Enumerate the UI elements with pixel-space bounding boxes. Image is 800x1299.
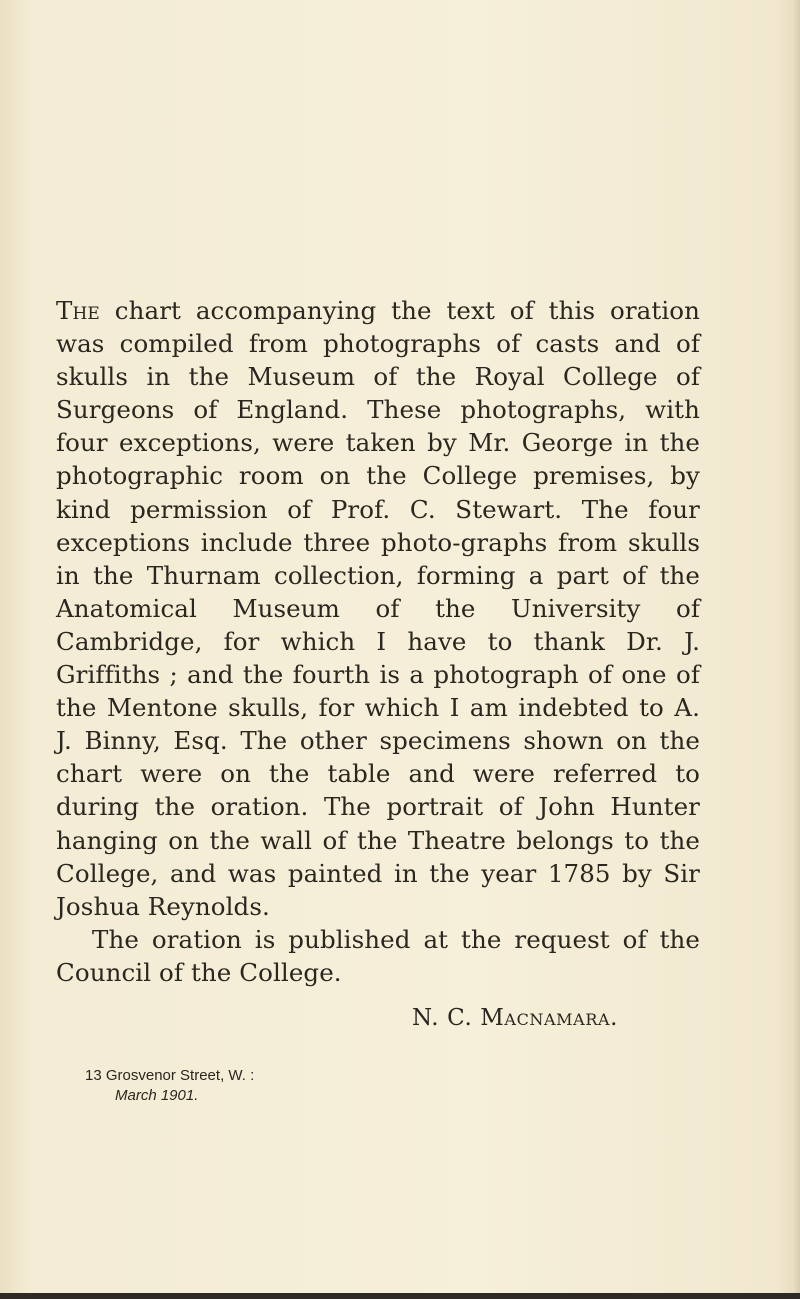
paragraph-1-text: chart accompanying the text of this oration was compiled from photographs of casts and of skulls in the Museum of the Royal College of Surgeons of England. These photographs, with four exceptions, were taken by Mr. George in the photographic room on the College premises, by kind permission of Prof. C. Stewart. The four exceptions include three photo-graphs from skulls in the Thurnam collection, forming a part of the Anatomical Museum of the University of Cambridge, for which I have to thank Dr. J. Griffiths ; and the fourth is a photograph of one of the Mentone skulls, for which I am indebted to A. J. Binny, Esq. The other specimens shown on the chart were on the table and were referred to during the oration. The portrait of John Hunter hanging on the wall of the Theatre belongs to the College, and was painted in the year 1785 by Sir Joshua Reynolds. — [56, 296, 700, 921]
address-block — [85, 1066, 254, 1106]
author-signature: N. C. Macnamara. — [412, 1005, 619, 1031]
date-line: March 1901. — [115, 1087, 199, 1104]
paragraph-lead-word: The — [56, 296, 100, 325]
page-edge — [792, 0, 800, 1299]
street-address: 13 Grosvenor Street, W. : — [85, 1067, 255, 1084]
bottom-rule — [0, 1293, 800, 1299]
paragraph-1 — [56, 294, 700, 923]
paragraph-2: The oration is published at the request of the Council of the College. — [56, 924, 700, 987]
preface-text — [56, 294, 700, 989]
